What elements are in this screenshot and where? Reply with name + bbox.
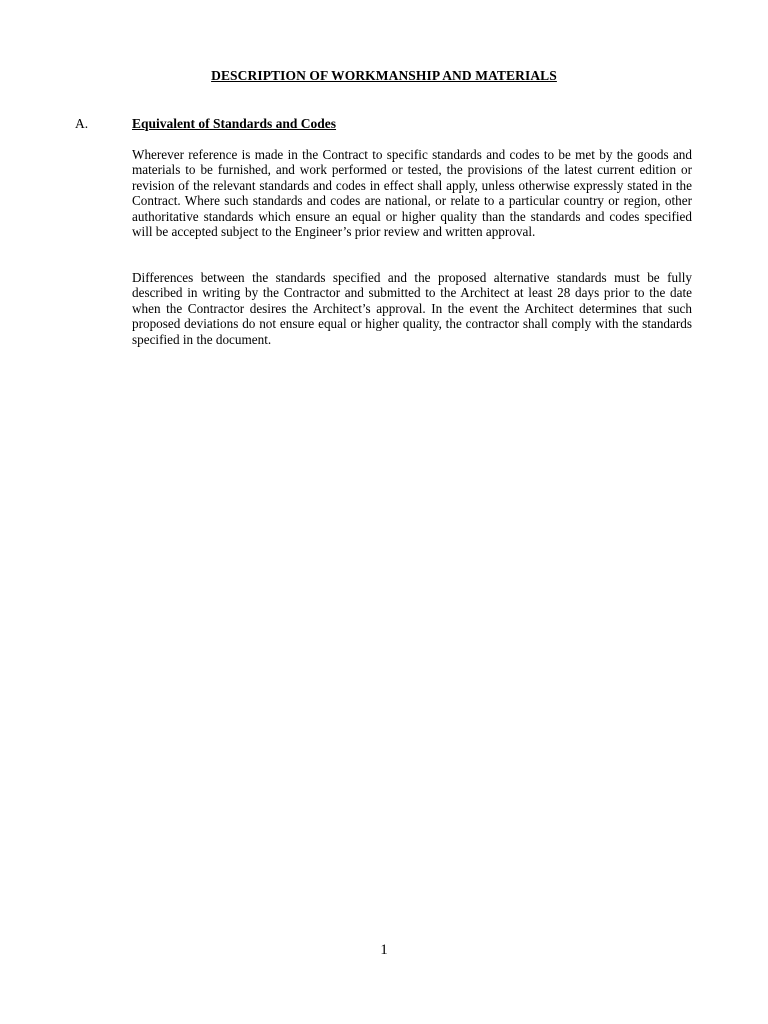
page-number: 1 [380,942,388,958]
document-title: DESCRIPTION OF WORKMANSHIP AND MATERIALS [211,68,557,83]
section-letter: A. [75,116,89,131]
section-paragraph-2: Differences between the standards specified and the proposed alternative standards must be fully described in writing by the Contractor and submitted to the Architect at least 28 days prior to the date when the Contractor desires the Architect’s approval. In the event the Architect determines that such proposed deviations do not ensure equal or higher quality, the contractor shall comply with the standards specified in the document. [132,270,692,347]
section-heading: Equivalent of Standards and Codes [132,116,337,131]
section-paragraph-1: Wherever reference is made in the Contract to specific standards and codes to be met by the goods and materials to be furnished, and work performed or tested, the provisions of the latest current edition or revision of the relevant standards and codes in effect shall apply, unless otherwise expressly stated in the Contract. Where such standards and codes are national, or relate to a particular country or region, other authoritative standards which ensure an equal or higher quality than the standards and codes specified will be accepted subject to the Engineer’s prior review and written approval. [132,147,692,240]
